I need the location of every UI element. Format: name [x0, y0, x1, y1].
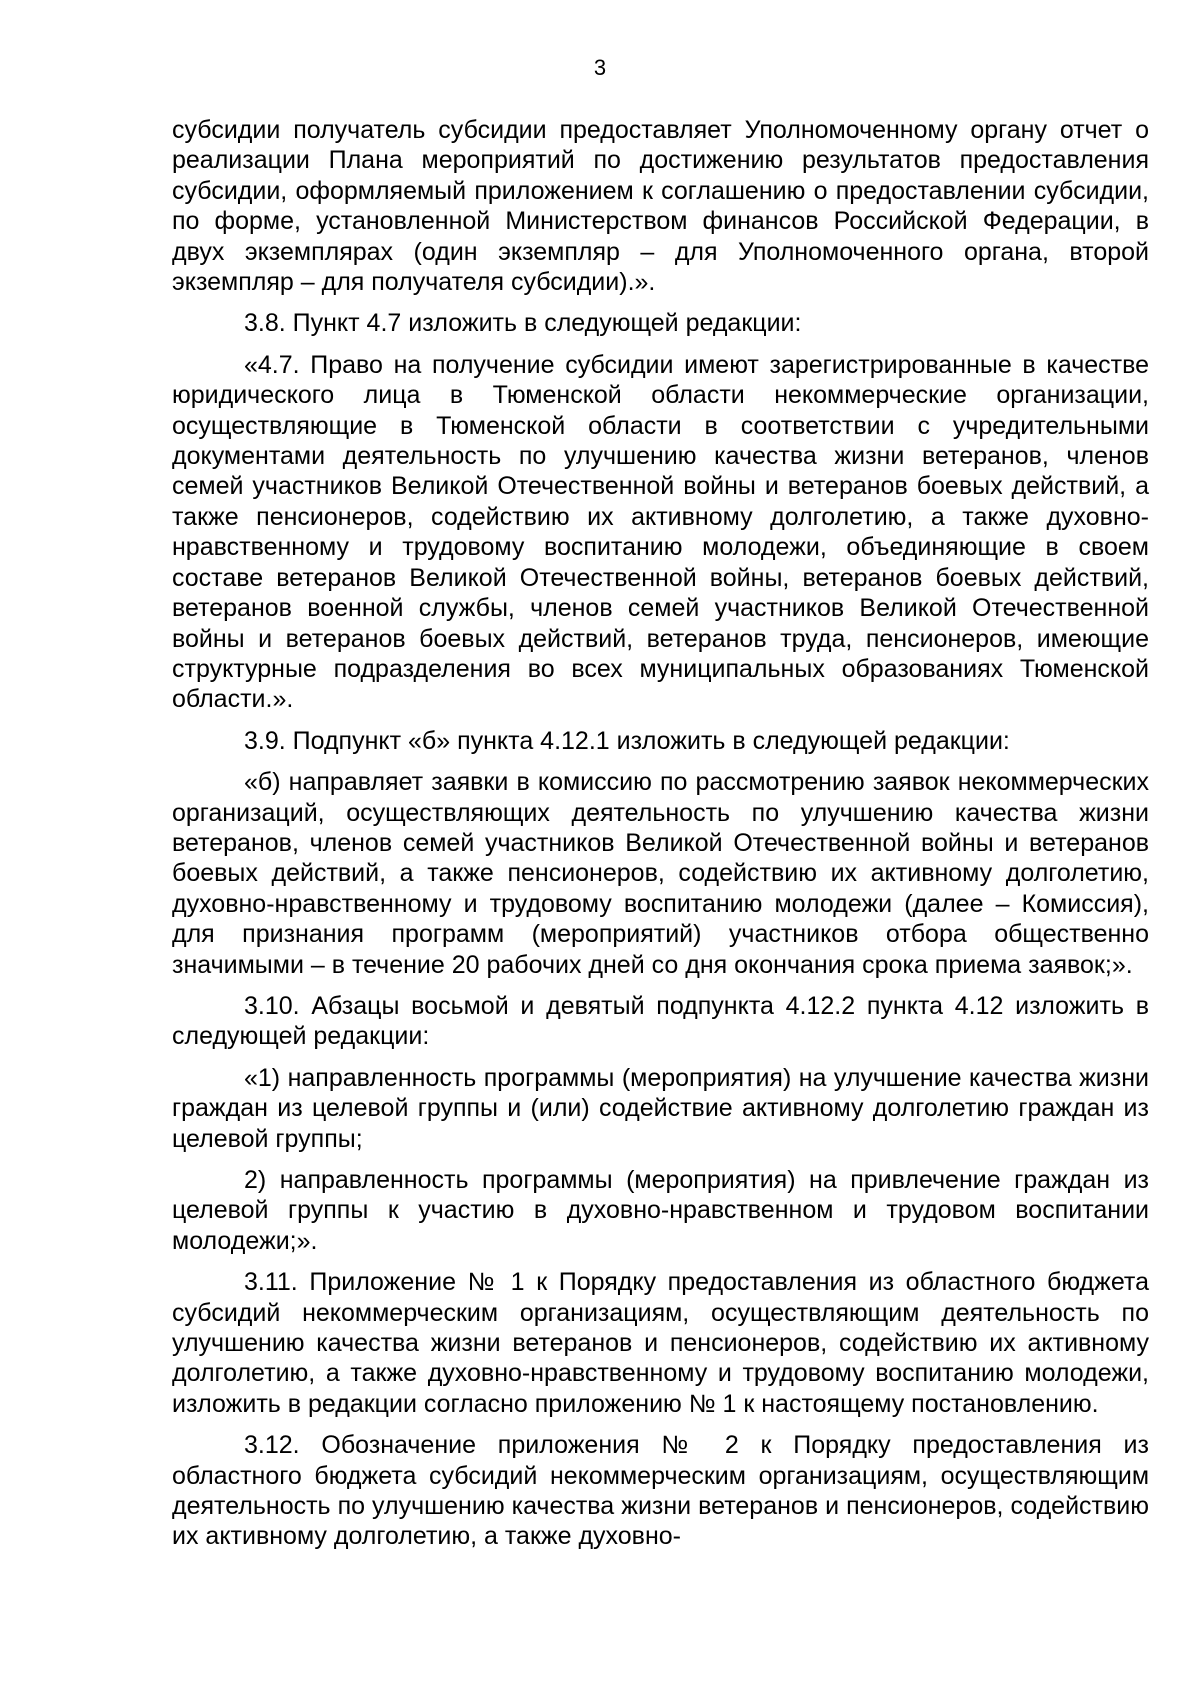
paragraph-b-quote: «б) направляет заявки в комиссию по рассмотрению заявок некоммерческих организаций, осуществляющих деятельность по улучшению качества жизни ветеранов, членов семей участников Великой Отечественной войны и ветеранов боевых действий, а также пенсионеров, содействию их активному долголетию, духовно-нравственному и трудовому воспитанию молодежи (далее – Комиссия), для признания программ (мероприятий) участников отбора общественно значимыми – в течение 20 рабочих дней со дня окончания срока приема заявок;».: [172, 768, 1149, 979]
paragraph-continuation: субсидии получатель субсидии предоставляет Уполномоченному органу отчет о реализации Плана мероприятий по достижению результатов предоставления субсидии, оформляемый приложением к соглашению о предоставлении субсидии, по форме, установленной Министерством финансов Российской Федерации, в двух экземплярах (один экземпляр – для Уполномоченного органа, второй экземпляр – для получателя субсидии).».: [172, 116, 1149, 297]
paragraph-3-9: 3.9. Подпункт «б» пункта 4.12.1 изложить в следующей редакции:: [244, 726, 1010, 755]
paragraph-3-12: 3.12. Обозначение приложения № 2 к Порядку предоставления из областного бюджета субсидий некоммерческим организациям, осуществляющим деятельность по улучшению качества жизни ветеранов и пенсионеров, содействию их активному долголетию, а также духовно-: [172, 1431, 1149, 1551]
document-body: [172, 115, 1149, 1552]
paragraph-item-1: «1) направленность программы (мероприятия) на улучшение качества жизни граждан из целевой группы и (или) содействие активному долголетию граждан из целевой группы;: [172, 1063, 1149, 1153]
paragraph-3-11: 3.11. Приложение № 1 к Порядку предоставления из областного бюджета субсидий некоммерческим организациям, осуществляющим деятельность по улучшению качества жизни ветеранов и пенсионеров, содействию их активному долголетию, а также духовно-нравственному и трудовому воспитанию молодежи, изложить в редакции согласно приложению № 1 к настоящему постановлению.: [172, 1268, 1149, 1418]
page-number: 3: [593, 55, 607, 80]
paragraph-3-8: 3.8. Пункт 4.7 изложить в следующей редакции:: [244, 309, 802, 338]
paragraph-item-2: 2) направленность программы (мероприятия) на привлечение граждан из целевой группы к участию в духовно-нравственном и трудовом воспитании молодежи;».: [172, 1166, 1149, 1255]
paragraph-3-10: 3.10. Абзацы восьмой и девятый подпункта 4.12.2 пункта 4.12 изложить в следующей редакции:: [172, 991, 1149, 1051]
paragraph-4-7-quote: «4.7. Право на получение субсидии имеют зарегистрированные в качестве юридического лица в Тюменской области некоммерческие организации, осуществляющие в Тюменской области в соответствии с учредительными документами деятельность по улучшению качества жизни ветеранов, членов семей участников Великой Отечественной войны и ветеранов боевых действий, а также пенсионеров, содействию их активному долголетию, а также духовно-нравственному и трудовому воспитанию молодежи, объединяющие в своем составе ветеранов Великой Отечественной войны, ветеранов боевых действий, ветеранов военной службы, членов семей участников Великой Отечественной войны и ветеранов боевых действий, ветеранов труда, пенсионеров, имеющие структурные подразделения во всех муниципальных образованиях Тюменской области.».: [172, 350, 1149, 714]
